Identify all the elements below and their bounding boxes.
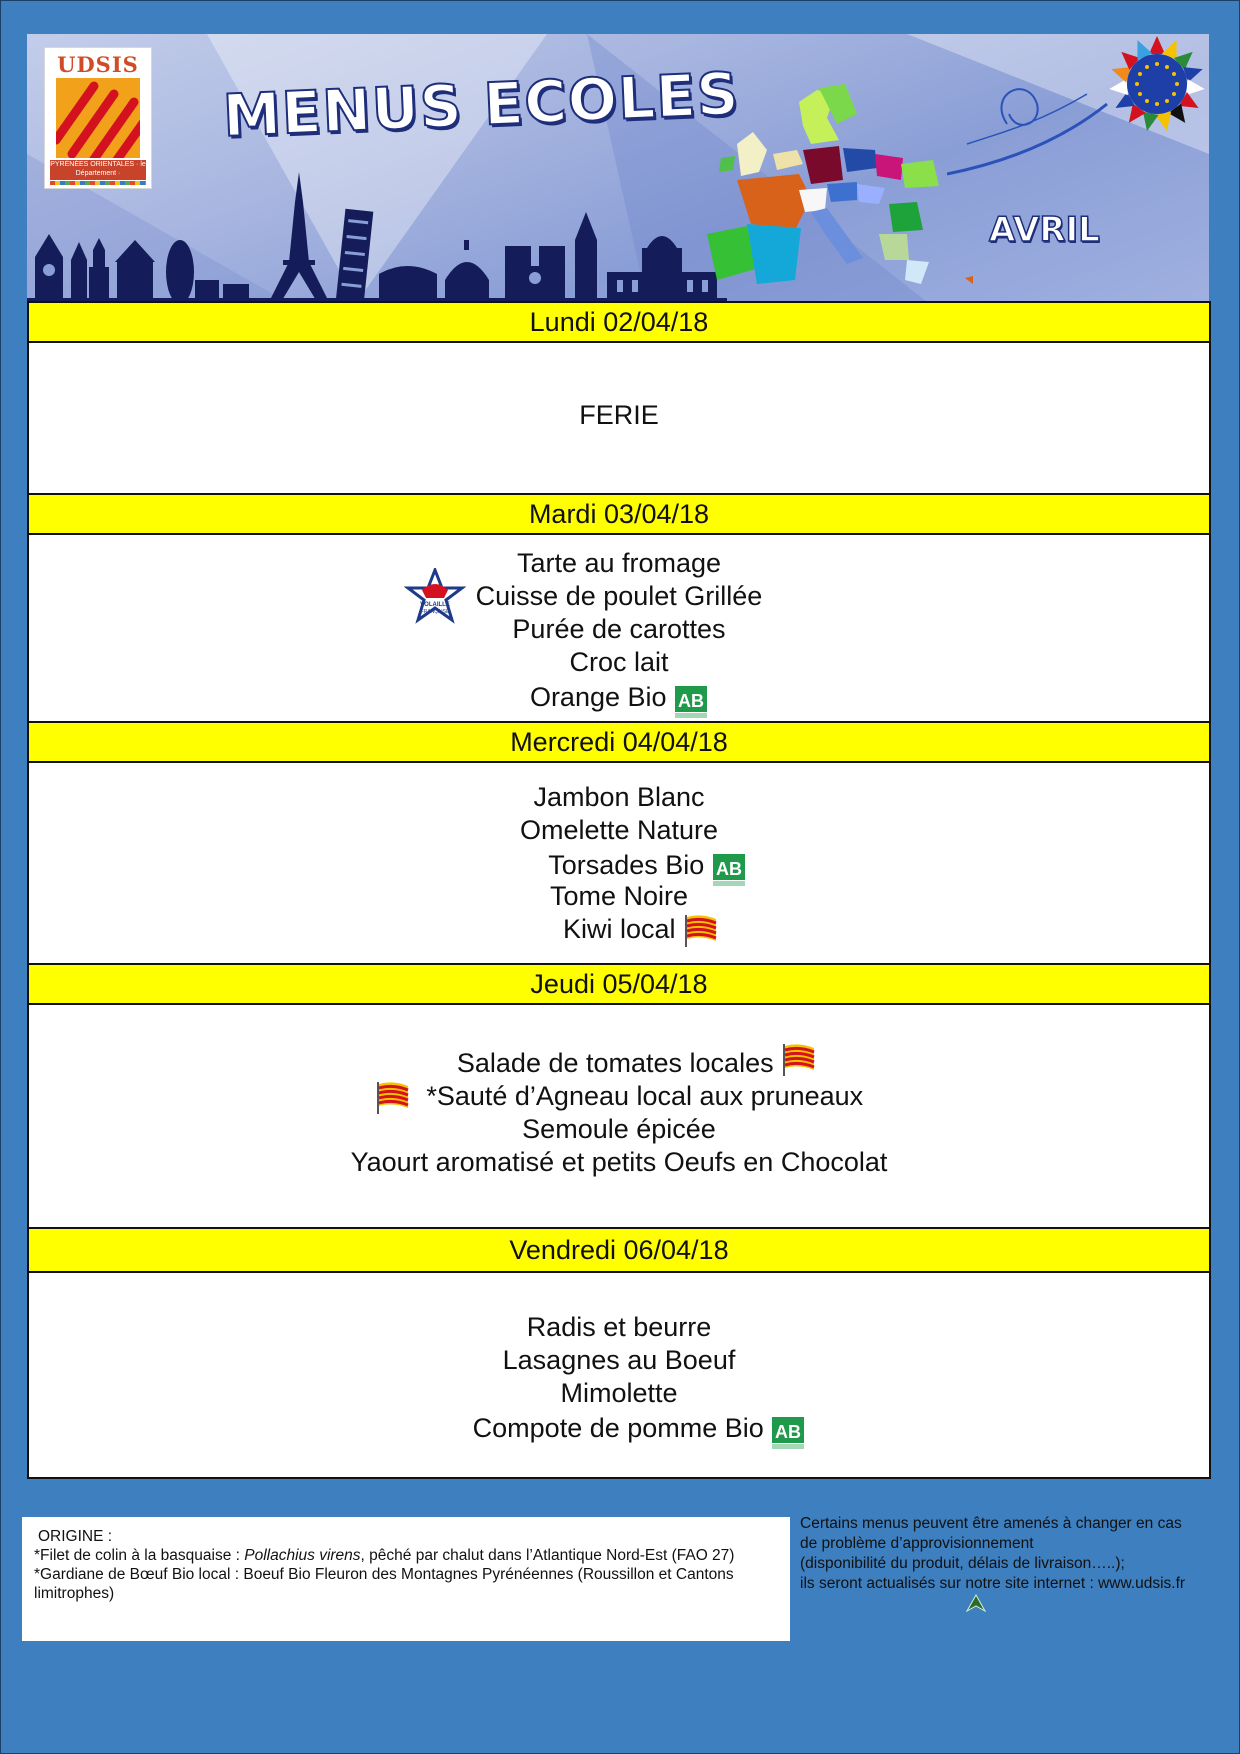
dish-item <box>29 613 1209 646</box>
notice-line: (disponibilité du produit, délais de livraison…..); <box>800 1555 1125 1572</box>
european-skyline-illustration <box>27 162 727 302</box>
dish-label: Tarte au fromage <box>516 548 722 578</box>
header-banner <box>27 34 1209 302</box>
dish-item <box>29 1080 1209 1116</box>
ab-organic-label-icon <box>771 1410 805 1450</box>
change-notice <box>800 1514 1230 1594</box>
logo-title: UDSIS <box>57 52 139 77</box>
dish-label: Torsades Bio <box>548 850 705 881</box>
dish-label: Kiwi local <box>562 914 676 945</box>
day-menu-jeudi <box>29 1005 1209 1229</box>
dish-label: Tome Noire <box>549 881 689 911</box>
cursor-arrow-icon <box>966 1594 986 1612</box>
dish-label: FERIE <box>579 400 659 430</box>
catalan-stripes-emblem <box>56 78 140 158</box>
dish-item <box>29 1344 1209 1377</box>
notice-line: Certains menus peuvent être amenés à changer en cas <box>800 1515 1182 1532</box>
day-header-mardi: Mardi 03/04/18 <box>29 495 1209 535</box>
notice-line: de problème d’approvisionnement <box>800 1535 1034 1552</box>
dish-label: Compote de pomme Bio <box>472 1413 764 1444</box>
day-menu-lundi <box>29 343 1209 495</box>
logo-emblem <box>56 78 140 158</box>
volaille-label-text: VOLAILLE <box>419 602 450 608</box>
menu-table <box>27 301 1211 1479</box>
dish-item <box>29 646 1209 679</box>
decorative-swirl <box>947 64 1127 184</box>
dish-label: *Sauté d’Agneau local aux pruneaux <box>426 1081 864 1112</box>
dish-item <box>29 1047 1209 1080</box>
dish-item <box>29 399 1209 432</box>
dish-item <box>29 880 1209 913</box>
species-name: Pollachius virens <box>244 1547 361 1564</box>
svg-text:AB: AB <box>678 691 705 711</box>
catalan-flag-icon <box>781 1042 817 1078</box>
dish-item <box>29 1113 1209 1146</box>
dish-item <box>29 580 1209 613</box>
dish-label: Purée de carottes <box>512 614 726 644</box>
origin-title: ORIGINE : <box>38 1528 113 1545</box>
dish-item <box>29 913 1209 949</box>
catalan-flag-icon <box>683 913 719 949</box>
svg-text:AB: AB <box>715 859 742 879</box>
dish-label: Omelette Nature <box>519 815 719 845</box>
dish-item <box>29 1410 1209 1450</box>
svg-text:AB: AB <box>775 1422 802 1442</box>
catalan-flag-icon <box>375 1080 411 1116</box>
svg-text:FRANÇAISE: FRANÇAISE <box>420 609 449 615</box>
day-menu-mercredi <box>29 763 1209 965</box>
dish-label: Mimolette <box>560 1378 678 1408</box>
dish-label: Semoule épicée <box>522 1114 716 1144</box>
ab-organic-label-icon <box>674 679 708 719</box>
dish-label: Radis et beurre <box>526 1312 712 1342</box>
notice-website-line[interactable]: ils seront actualisés sur notre site internet : www.udsis.fr <box>800 1575 1186 1592</box>
dish-item <box>29 679 1209 719</box>
page-title: MENUS ECOLES <box>221 59 741 150</box>
day-header-lundi: Lundi 02/04/18 <box>29 303 1209 343</box>
dish-label: Lasagnes au Boeuf <box>502 1345 736 1375</box>
dish-label: Jambon Blanc <box>533 782 705 812</box>
dish-label: Salade de tomates locales <box>456 1048 774 1078</box>
day-header-jeudi: Jeudi 05/04/18 <box>29 965 1209 1005</box>
dish-label: Orange Bio <box>529 682 667 713</box>
day-menu-mardi <box>29 535 1209 723</box>
month-label: AVRIL <box>989 210 1100 250</box>
day-header-vendredi: Vendredi 06/04/18 <box>29 1229 1209 1273</box>
dish-item <box>29 1377 1209 1410</box>
dish-item <box>29 1311 1209 1344</box>
dish-label: Croc lait <box>569 647 669 677</box>
origin-line-gardiane: *Gardiane de Bœuf Bio local : Boeuf Bio Fleuron des Montagnes Pyrénéennes (Roussillon et Cantons <box>34 1566 734 1583</box>
logo-subtitle: PYRÉNÉES ORIENTALES · le Département · <box>50 160 146 180</box>
origin-info-box <box>22 1517 790 1641</box>
dish-label: Cuisse de poulet Grillée <box>475 581 763 611</box>
day-header-mercredi: Mercredi 04/04/18 <box>29 723 1209 763</box>
eu-flags-flower-icon <box>1107 34 1207 134</box>
origin-line-gardiane-cont: limitrophes) <box>34 1585 115 1602</box>
dish-item <box>29 1146 1209 1179</box>
origin-line-colin: *Filet de colin à la basquaise : Pollachius virens, pêché par chalut dans l’Atlantique Nord-Est (FAO 27) <box>34 1547 735 1564</box>
dish-item <box>29 547 1209 580</box>
day-menu-vendredi <box>29 1273 1209 1477</box>
dish-item <box>29 814 1209 847</box>
dish-item <box>29 781 1209 814</box>
dish-label: Yaourt aromatisé et petits Oeufs en Chocolat <box>350 1147 888 1177</box>
